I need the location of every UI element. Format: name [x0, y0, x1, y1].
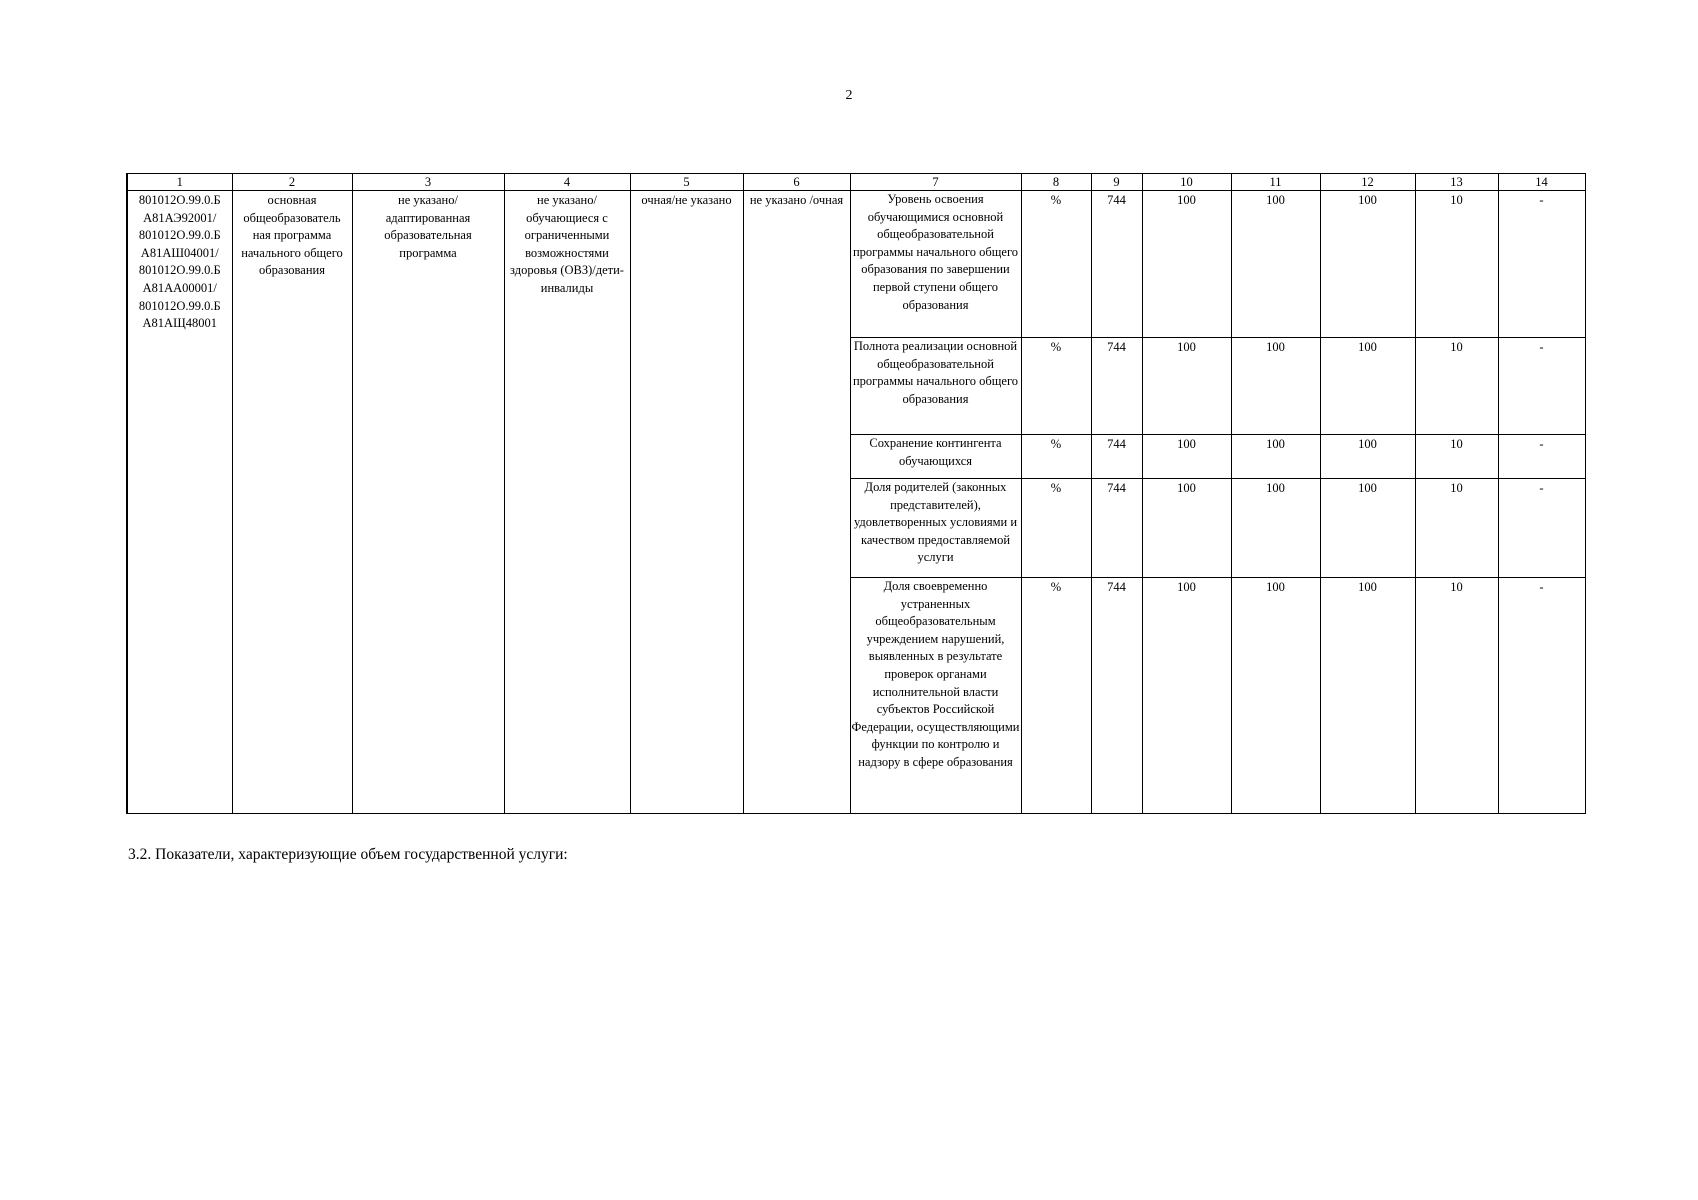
column-number: 12 — [1320, 174, 1415, 191]
column-number: 9 — [1091, 174, 1142, 191]
column-number: 7 — [850, 174, 1021, 191]
deviation-abs-cell: - — [1498, 191, 1585, 338]
education-form-cell: очная/не указано — [630, 191, 743, 814]
indicator-name-cell: Сохранение контингента обучающихся — [850, 435, 1021, 479]
indicator-name-cell: Доля своевременно устраненных общеобразовательным учреждением нарушений, выявленных в результате проверок органами исполнительной власти субъектов Российской Федерации, осуществляющими функции по контролю и надзору в сфере образования — [850, 578, 1021, 814]
program-type-cell: не указано/ адаптированная образовательная программа — [352, 191, 504, 814]
column-number: 8 — [1021, 174, 1091, 191]
okei-code-cell: 744 — [1091, 191, 1142, 338]
unit-cell: % — [1021, 191, 1091, 338]
value-cell: 100 — [1142, 191, 1231, 338]
deviation-cell: 10 — [1415, 435, 1498, 479]
okei-code-cell: 744 — [1091, 338, 1142, 435]
page-number: 2 — [845, 88, 853, 103]
value-cell: 100 — [1142, 578, 1231, 814]
value-cell: 100 — [1231, 191, 1320, 338]
deviation-cell: 10 — [1415, 338, 1498, 435]
service-quality-table — [126, 173, 1586, 814]
value-cell: 100 — [1320, 338, 1415, 435]
column-numbers-row — [127, 174, 1585, 191]
unit-cell: % — [1021, 479, 1091, 578]
column-number: 2 — [232, 174, 352, 191]
deviation-abs-cell: - — [1498, 338, 1585, 435]
value-cell: 100 — [1320, 435, 1415, 479]
value-cell: 100 — [1142, 479, 1231, 578]
deviation-cell: 10 — [1415, 479, 1498, 578]
indicator-name-cell: Полнота реализации основной общеобразовательной программы начального общего образования — [850, 338, 1021, 435]
table-row — [127, 191, 1585, 338]
deviation-abs-cell: - — [1498, 578, 1585, 814]
column-number: 13 — [1415, 174, 1498, 191]
column-number: 5 — [630, 174, 743, 191]
unit-cell: % — [1021, 338, 1091, 435]
indicator-name-cell: Доля родителей (законных представителей), удовлетворенных условиями и качеством предоставляемой услуги — [850, 479, 1021, 578]
unit-cell: % — [1021, 435, 1091, 479]
unit-cell: % — [1021, 578, 1091, 814]
section-heading: 3.2. Показатели, характеризующие объем государственной услуги: — [128, 846, 568, 863]
value-cell: 100 — [1142, 435, 1231, 479]
column-number: 6 — [743, 174, 850, 191]
column-number: 4 — [504, 174, 630, 191]
student-category-cell: не указано/ обучающиеся с ограниченными возможностями здоровья (ОВЗ)/дети-инвалиды — [504, 191, 630, 814]
deviation-cell: 10 — [1415, 578, 1498, 814]
value-cell: 100 — [1231, 435, 1320, 479]
indicator-name-cell: Уровень освоения обучающимися основной общеобразовательной программы начального общего образования по завершении первой ступени общего образования — [850, 191, 1021, 338]
value-cell: 100 — [1231, 338, 1320, 435]
registry-code-cell: 801012О.99.0.Б А81АЭ92001/ 801012О.99.0.Б А81АШ04001/ 801012О.99.0.Б А81АА00001/ 801012О.99.0.Б А81АЩ48001 — [127, 191, 232, 814]
column-number: 3 — [352, 174, 504, 191]
deviation-abs-cell: - — [1498, 435, 1585, 479]
value-cell: 100 — [1231, 578, 1320, 814]
deviation-cell: 10 — [1415, 191, 1498, 338]
value-cell: 100 — [1320, 479, 1415, 578]
okei-code-cell: 744 — [1091, 435, 1142, 479]
column-number: 10 — [1142, 174, 1231, 191]
education-form-cell-2: не указано /очная — [743, 191, 850, 814]
value-cell: 100 — [1142, 338, 1231, 435]
column-number: 11 — [1231, 174, 1320, 191]
value-cell: 100 — [1231, 479, 1320, 578]
column-number: 1 — [127, 174, 232, 191]
program-cell: основная общеобразователь ная программа начального общего образования — [232, 191, 352, 814]
column-number: 14 — [1498, 174, 1585, 191]
deviation-abs-cell: - — [1498, 479, 1585, 578]
value-cell: 100 — [1320, 191, 1415, 338]
okei-code-cell: 744 — [1091, 479, 1142, 578]
value-cell: 100 — [1320, 578, 1415, 814]
okei-code-cell: 744 — [1091, 578, 1142, 814]
